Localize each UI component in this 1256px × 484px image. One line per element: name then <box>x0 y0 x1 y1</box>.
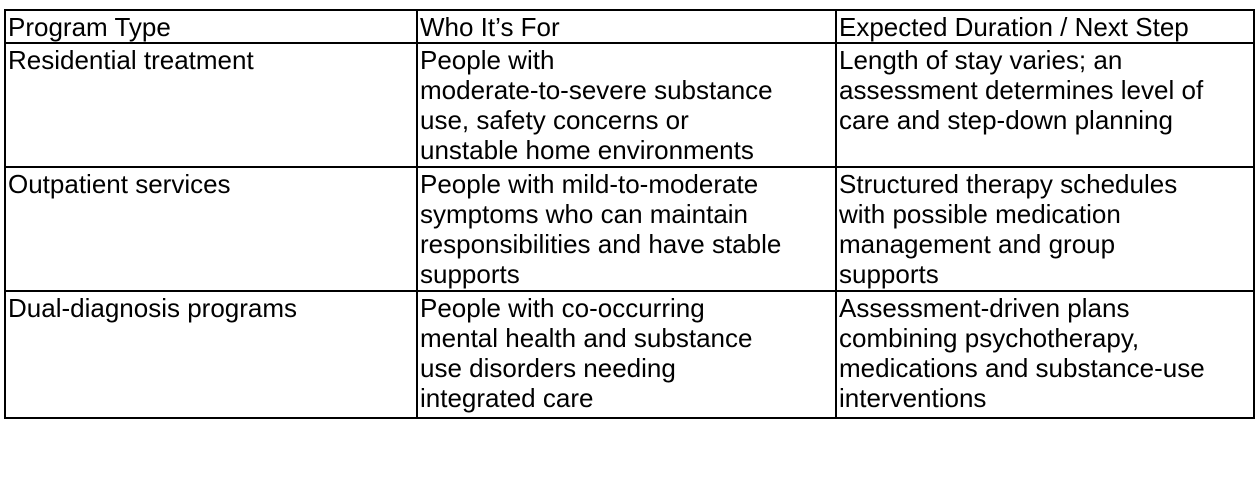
table-row <box>5 167 1254 291</box>
table-header-row <box>5 10 1254 43</box>
cell-who-for: People with mild-to-moderate symptoms who can maintain responsibilities and have stable supports <box>417 167 836 291</box>
table-row <box>5 291 1254 418</box>
cell-who-for: People with co-occurring mental health and substance use disorders needing integrated care <box>417 291 836 418</box>
cell-program-type: Outpatient services <box>5 167 417 291</box>
header-who-for: Who It’s For <box>417 10 836 43</box>
program-table <box>4 9 1255 419</box>
cell-duration: Assessment-driven plans combining psychotherapy, medications and substance-use interventions <box>836 291 1254 418</box>
cell-program-type: Dual-diagnosis programs <box>5 291 417 418</box>
header-duration: Expected Duration / Next Step <box>836 10 1254 43</box>
cell-duration: Length of stay varies; an assessment determines level of care and step-down planning <box>836 43 1254 167</box>
cell-who-for: People with moderate-to-severe substance use, safety concerns or unstable home environments <box>417 43 836 167</box>
header-program-type: Program Type <box>5 10 417 43</box>
cell-duration: Structured therapy schedules with possible medication management and group supports <box>836 167 1254 291</box>
table-row <box>5 43 1254 167</box>
cell-program-type: Residential treatment <box>5 43 417 167</box>
